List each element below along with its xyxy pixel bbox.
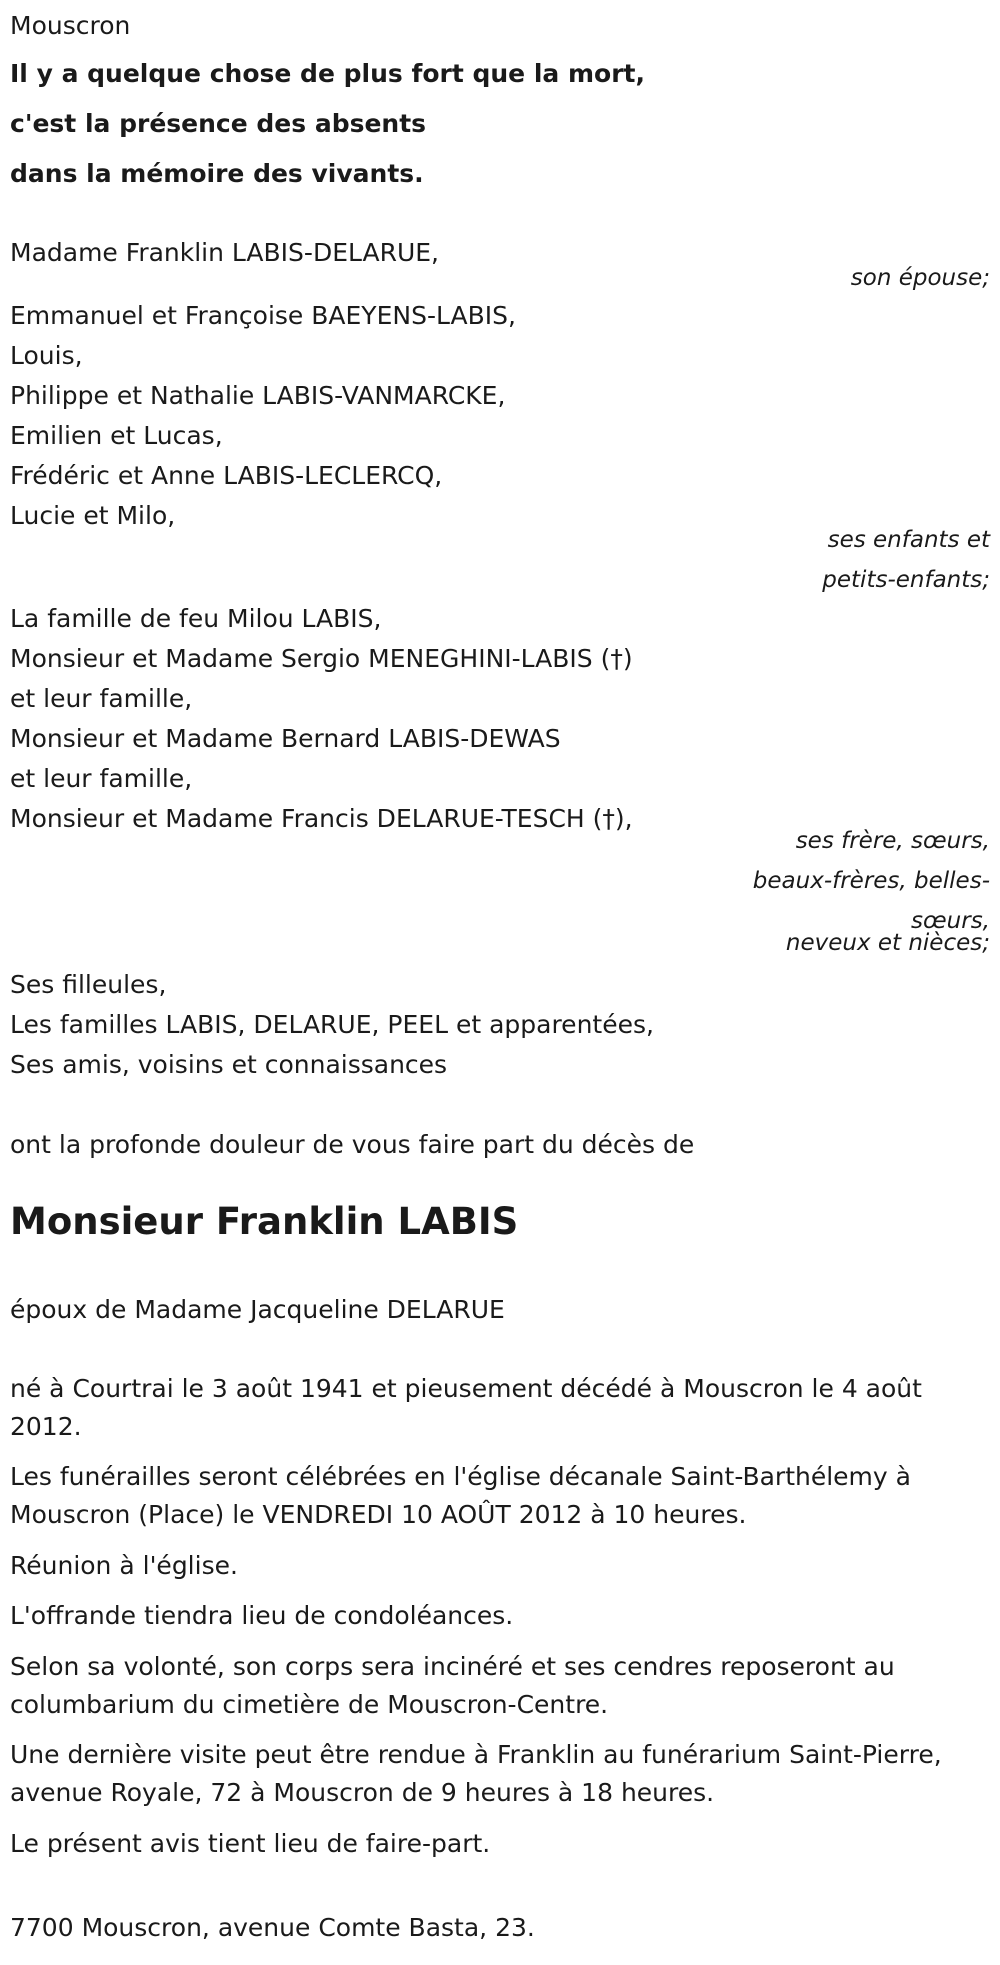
paragraph-cremation: Selon sa volonté, son corps sera incinéré et ses cendres reposeront au columbarium du cimetière de Mouscron-Centre. (10, 1652, 895, 1719)
relation-label: sœurs, (911, 908, 990, 934)
family-member-line: et leur famille, (10, 764, 193, 793)
family-member-line: Monsieur et Madame Bernard LABIS-DEWAS (10, 724, 561, 753)
family-member-line: La famille de feu Milou LABIS, (10, 604, 382, 633)
city-heading: Mouscron (10, 11, 131, 40)
relation-label: neveux et nièces; (785, 930, 990, 956)
spouse-line: époux de Madame Jacqueline DELARUE (10, 1295, 505, 1324)
paragraph-visit: Une dernière visite peut être rendue à Franklin au funérarium Saint-Pierre, avenue Royale, 72 à Mouscron de 9 heures à 18 heures. (10, 1740, 942, 1807)
family-member-line: et leur famille, (10, 684, 193, 713)
relation-label: ses frère, sœurs, (795, 828, 990, 854)
family-member-line: Emilien et Lucas, (10, 421, 223, 450)
paragraph-funeral: Les funérailles seront célébrées en l'église décanale Saint-Barthélemy à Mouscron (Place) le VENDREDI 10 AOÛT 2012 à 10 heures. (10, 1462, 911, 1529)
paragraph-offering: L'offrande tiendra lieu de condoléances. (10, 1601, 514, 1630)
family-member-line: Emmanuel et Françoise BAEYENS-LABIS, (10, 301, 516, 330)
family-member-line: Frédéric et Anne LABIS-LECLERCQ, (10, 461, 443, 490)
quote-line: c'est la présence des absents (10, 109, 427, 138)
quote-line: Il y a quelque chose de plus fort que la mort, (10, 59, 645, 88)
address-line: 7700 Mouscron, avenue Comte Basta, 23. (10, 1913, 535, 1942)
relation-label: petits-enfants; (822, 567, 990, 593)
family-member-line: Les familles LABIS, DELARUE, PEEL et apparentées, (10, 1010, 654, 1039)
family-member-line: Monsieur et Madame Sergio MENEGHINI-LABIS (†) (10, 644, 633, 673)
family-member-line: Ses amis, voisins et connaissances (10, 1050, 448, 1079)
family-member-line: Monsieur et Madame Francis DELARUE-TESCH (†), (10, 804, 633, 833)
family-member-line: Philippe et Nathalie LABIS-VANMARCKE, (10, 381, 506, 410)
family-member-line: Ses filleules, (10, 970, 167, 999)
announcement-text: ont la profonde douleur de vous faire part du décès de (10, 1130, 695, 1159)
paragraph-meeting: Réunion à l'église. (10, 1551, 238, 1580)
family-member-line: Lucie et Milo, (10, 501, 176, 530)
relation-label: son épouse; (850, 265, 990, 291)
paragraph-notice: Le présent avis tient lieu de faire-part. (10, 1829, 491, 1858)
relation-label: beaux-frères, belles- (752, 868, 990, 894)
family-member-line: Madame Franklin LABIS-DELARUE, (10, 238, 440, 267)
family-member-line: Louis, (10, 341, 83, 370)
paragraph-birth-death: né à Courtrai le 3 août 1941 et pieusement décédé à Mouscron le 4 août 2012. (10, 1374, 922, 1441)
deceased-name: Monsieur Franklin LABIS (10, 1200, 519, 1243)
relation-label: ses enfants et (827, 527, 990, 553)
quote-line: dans la mémoire des vivants. (10, 159, 424, 188)
